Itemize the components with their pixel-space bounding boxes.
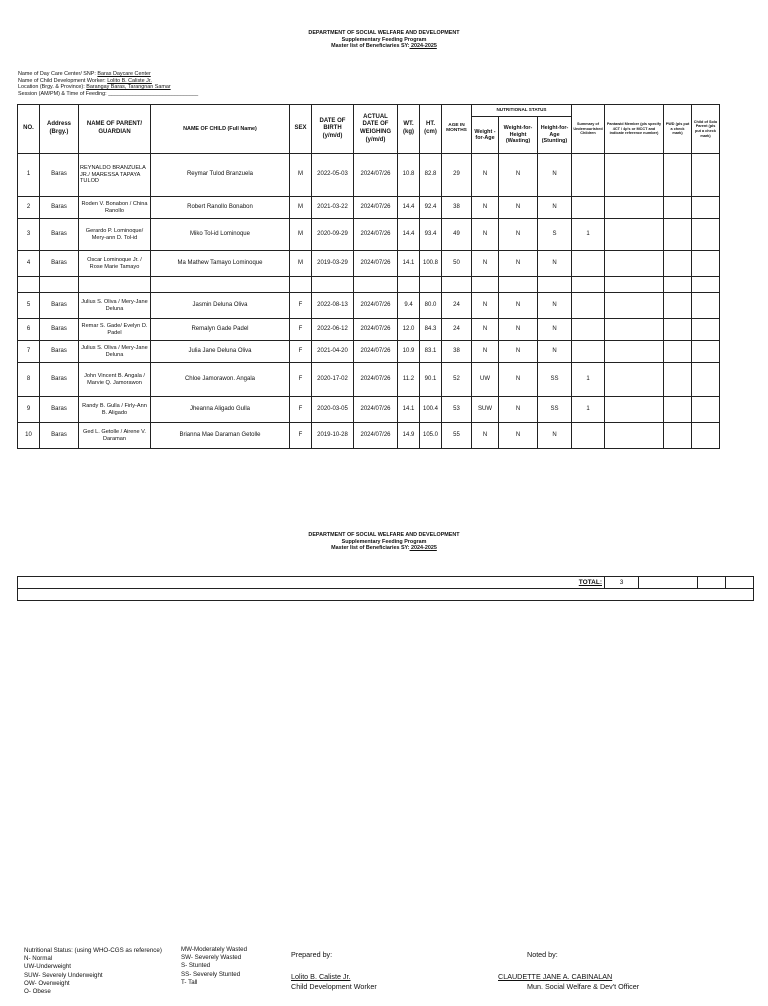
legend-item: MW-Moderately Wasted xyxy=(181,946,248,953)
col-wfh: Weight-for-Height (Wasting) xyxy=(499,117,538,154)
cell-ht: 93.4 xyxy=(420,219,442,251)
table-row xyxy=(18,363,720,397)
cell-blank xyxy=(605,277,664,293)
cell-no: 10 xyxy=(18,423,40,449)
legend-item: UW-Underweight xyxy=(24,963,71,971)
prepared-by-title: Child Development Worker xyxy=(291,982,377,991)
col-child: NAME OF CHILD (Full Name) xyxy=(151,105,290,154)
col-no: NO. xyxy=(18,105,40,154)
cell-age: 52 xyxy=(442,363,472,397)
cell-blank xyxy=(605,319,664,341)
worker-row: Name of Child Development Worker: Lolito B. Caliste Jr. xyxy=(18,77,152,84)
cell-weighing: 2024/07/26 xyxy=(354,219,398,251)
legend-item: SS- Severely Stunted xyxy=(181,970,241,978)
table-row xyxy=(18,219,720,251)
totals-table xyxy=(17,576,754,601)
cell-parent xyxy=(79,277,151,293)
nutritional-status-legend xyxy=(24,947,162,996)
cell-child: Robert Ranollo Bonabon xyxy=(151,197,290,219)
cell-wfa: N xyxy=(472,219,499,251)
noted-by-label: Noted by: xyxy=(527,950,558,959)
table-row xyxy=(18,319,720,341)
cell-child: Chloe Jamorawon. Angala xyxy=(151,363,290,397)
cell-dob: 2020-09-29 xyxy=(312,219,354,251)
cell-ht: 80.0 xyxy=(420,293,442,319)
cell-dob: 2021-03-22 xyxy=(312,197,354,219)
cell-blank xyxy=(605,219,664,251)
legend-item: N- Normal xyxy=(24,955,53,963)
cell-wfa: N xyxy=(472,341,499,363)
cell-summary xyxy=(572,277,605,293)
cell-hfa: N xyxy=(538,197,572,219)
agency-name-2: DEPARTMENT OF SOCIAL WELFARE AND DEVELOPMENT xyxy=(308,532,460,538)
masterlist-title-2: Master list of Beneficiaries SY: 2024-2025 xyxy=(331,545,437,552)
table-row xyxy=(18,251,720,277)
cell-no: 5 xyxy=(18,293,40,319)
cell-sex xyxy=(290,277,312,293)
cell-dob: 2022-06-12 xyxy=(312,319,354,341)
center-row: Name of Day Care Center/ SNP: Baras Daycare Center xyxy=(18,71,151,77)
cell-blank xyxy=(664,154,692,197)
cell-blank xyxy=(692,219,720,251)
cell-age: 24 xyxy=(442,319,472,341)
cell-dob xyxy=(312,277,354,293)
col-weighing: ACTUAL DATE OF WEIGHING (y/m/d) xyxy=(354,105,398,154)
cell-weighing: 2024/07/26 xyxy=(354,154,398,197)
cell-child: Ma Mathew Tamayo Lominoque xyxy=(151,251,290,277)
cell-weighing: 2024/07/26 xyxy=(354,363,398,397)
location-row: Location (Brgy. & Province): Barangay Baras, Tarangnan Samar xyxy=(18,84,171,91)
cell-weighing: 2024/07/26 xyxy=(354,319,398,341)
col-fourps: Pantawid Member (pls specify 4CT / 4p's or MCCT and indicate reference number) xyxy=(605,105,664,154)
col-age: AGE IN MONTHS xyxy=(442,105,472,154)
cell-sex: M xyxy=(290,197,312,219)
legend-item: SW- Severely Wasted xyxy=(181,954,242,962)
cell-blank xyxy=(692,154,720,197)
table-row xyxy=(18,197,720,219)
cell-parent: Gerardo P. Lominoque/ Mery-ann D. Tol-id xyxy=(79,219,151,251)
cell-wt: 14.9 xyxy=(398,423,420,449)
cell-no: 2 xyxy=(18,197,40,219)
cell-wfh: N xyxy=(499,197,538,219)
cell-summary xyxy=(572,251,605,277)
cell-weighing: 2024/07/26 xyxy=(354,341,398,363)
total-empty-row xyxy=(18,589,754,601)
cell-weighing: 2024/07/26 xyxy=(354,423,398,449)
cell-blank xyxy=(692,197,720,219)
cell-blank xyxy=(664,341,692,363)
cell-wt: 12.0 xyxy=(398,319,420,341)
cell-sex: F xyxy=(290,423,312,449)
cell-hfa: N xyxy=(538,423,572,449)
cell-dob: 2019-03-29 xyxy=(312,251,354,277)
cell-wt: 14.1 xyxy=(398,251,420,277)
cell-child: Jasmin Deluna Oliva xyxy=(151,293,290,319)
cell-blank xyxy=(664,277,692,293)
cell-ht: 100.8 xyxy=(420,251,442,277)
worker-value: Lolito B. Caliste Jr. xyxy=(107,77,152,84)
cell-wfh: N xyxy=(499,251,538,277)
cell-blank xyxy=(664,397,692,423)
cell-address: Baras xyxy=(40,363,79,397)
cell-blank xyxy=(692,277,720,293)
cell-wt: 10.8 xyxy=(398,154,420,197)
cell-age: 50 xyxy=(442,251,472,277)
cell-blank xyxy=(605,251,664,277)
cell-no: 8 xyxy=(18,363,40,397)
cell-dob: 2020-03-05 xyxy=(312,397,354,423)
col-hfa: Height-for-Age (Stunting) xyxy=(538,117,572,154)
masterlist-title: Master list of Beneficiaries SY: 2024-2025 xyxy=(331,43,437,50)
cell-hfa: SS xyxy=(538,397,572,423)
cell-sex: F xyxy=(290,293,312,319)
cell-wfh: N xyxy=(499,319,538,341)
cell-weighing: 2024/07/26 xyxy=(354,397,398,423)
cell-no xyxy=(18,277,40,293)
total-empty-cell xyxy=(698,577,726,589)
table-row xyxy=(18,293,720,319)
col-parent: NAME OF PARENT/ GUARDIAN xyxy=(79,105,151,154)
col-sex: SEX xyxy=(290,105,312,154)
col-solo-parent: Child of Solo Parent (pls put a check mark) xyxy=(692,105,720,154)
cell-summary xyxy=(572,293,605,319)
agency-name: DEPARTMENT OF SOCIAL WELFARE AND DEVELOPMENT xyxy=(308,30,460,36)
cell-wfh xyxy=(499,277,538,293)
cell-address: Baras xyxy=(40,219,79,251)
cell-wt: 11.2 xyxy=(398,363,420,397)
table-row xyxy=(18,397,720,423)
col-dob: DATE OF BIRTH (y/m/d) xyxy=(312,105,354,154)
cell-wfh: N xyxy=(499,423,538,449)
beneficiaries-table xyxy=(17,104,720,449)
cell-age: 29 xyxy=(442,154,472,197)
cell-summary xyxy=(572,154,605,197)
cell-parent: Julius S. Oliva / Mery-Jane Deluna xyxy=(79,341,151,363)
center-value: Baras Daycare Center xyxy=(97,71,151,77)
cell-parent: Remar S. Gade/ Evelyn D. Padel xyxy=(79,319,151,341)
total-label: TOTAL: xyxy=(18,577,605,589)
cell-ht: 84.3 xyxy=(420,319,442,341)
cell-no: 9 xyxy=(18,397,40,423)
cell-dob: 2020-17-02 xyxy=(312,363,354,397)
document-header xyxy=(0,30,768,50)
cell-age: 53 xyxy=(442,397,472,423)
cell-child: Reymar Tulod Branzuela xyxy=(151,154,290,197)
cell-parent: Oscar Lominoque Jr. / Rose Marie Tamayo xyxy=(79,251,151,277)
cell-child: Remalyn Gade Padel xyxy=(151,319,290,341)
cell-wt xyxy=(398,277,420,293)
cell-child: Jheanna Aligado Gulla xyxy=(151,397,290,423)
cell-hfa: SS xyxy=(538,363,572,397)
cell-blank xyxy=(664,251,692,277)
cell-parent: Julius S. Oliva / Mery-Jane Deluna xyxy=(79,293,151,319)
cell-age: 49 xyxy=(442,219,472,251)
cell-child: Julia Jane Deluna Oliva xyxy=(151,341,290,363)
cell-hfa: N xyxy=(538,319,572,341)
col-wt: WT. (kg) xyxy=(398,105,420,154)
legend-item: SUW- Severely Underweight xyxy=(24,971,103,979)
legend-item: O- Obese xyxy=(24,988,51,996)
cell-parent: Randy B. Gulla / Firly-Ann B. Aligado xyxy=(79,397,151,423)
cell-address: Baras xyxy=(40,154,79,197)
cell-age: 38 xyxy=(442,197,472,219)
cell-parent: Ged L. Getolle / Airene V. Daraman xyxy=(79,423,151,449)
cell-wt: 14.4 xyxy=(398,219,420,251)
cell-wfa: N xyxy=(472,251,499,277)
cell-blank xyxy=(664,319,692,341)
cell-hfa xyxy=(538,277,572,293)
cell-blank xyxy=(692,251,720,277)
cell-blank xyxy=(664,363,692,397)
cell-ht: 83.1 xyxy=(420,341,442,363)
cell-wfa: SUW xyxy=(472,397,499,423)
cell-no: 1 xyxy=(18,154,40,197)
cell-no: 7 xyxy=(18,341,40,363)
cell-address: Baras xyxy=(40,197,79,219)
total-empty-cell xyxy=(726,577,754,589)
cell-dob: 2019-10-28 xyxy=(312,423,354,449)
cell-age: 38 xyxy=(442,341,472,363)
prepared-by-name: Lolito B. Caliste Jr. xyxy=(291,972,351,981)
cell-wt: 14.1 xyxy=(398,397,420,423)
cell-wfh: N xyxy=(499,397,538,423)
cell-sex: F xyxy=(290,319,312,341)
table-row xyxy=(18,277,720,293)
cell-sex: M xyxy=(290,219,312,251)
table-row xyxy=(18,423,720,449)
cell-wt: 14.4 xyxy=(398,197,420,219)
cell-address: Baras xyxy=(40,319,79,341)
cell-hfa: N xyxy=(538,154,572,197)
cell-summary xyxy=(572,423,605,449)
cell-wfh: N xyxy=(499,293,538,319)
cell-age: 24 xyxy=(442,293,472,319)
cell-blank xyxy=(605,341,664,363)
cell-wfh: N xyxy=(499,154,538,197)
cell-sex: F xyxy=(290,341,312,363)
cell-ht: 105.0 xyxy=(420,423,442,449)
cell-address: Baras xyxy=(40,341,79,363)
col-address: Address (Brgy.) xyxy=(40,105,79,154)
cell-wfh: N xyxy=(499,219,538,251)
cell-weighing: 2024/07/26 xyxy=(354,251,398,277)
cell-blank xyxy=(664,219,692,251)
col-ht: HT. (cm) xyxy=(420,105,442,154)
session-row: Session (AM/PM) & Time of Feeding: ______________________________ xyxy=(18,90,199,97)
cell-ht: 92.4 xyxy=(420,197,442,219)
cell-wt: 10.9 xyxy=(398,341,420,363)
school-year: 2024-2025 xyxy=(409,43,437,50)
cell-sex: F xyxy=(290,363,312,397)
cell-summary xyxy=(572,341,605,363)
cell-blank xyxy=(605,397,664,423)
cell-parent: REYNALDO BRANZUELA JR./ MARESSA TAPAYA TULOD xyxy=(79,154,151,197)
cell-dob: 2021-04-20 xyxy=(312,341,354,363)
cell-blank xyxy=(664,423,692,449)
center-info xyxy=(18,71,198,97)
cell-summary: 1 xyxy=(572,219,605,251)
cell-sex: F xyxy=(290,397,312,423)
cell-blank xyxy=(605,363,664,397)
col-wfa: Weight -for-Age xyxy=(472,117,499,154)
cell-address: Baras xyxy=(40,397,79,423)
total-empty-cell xyxy=(639,577,698,589)
cell-blank xyxy=(605,197,664,219)
cell-wt: 9.4 xyxy=(398,293,420,319)
cell-ht xyxy=(420,277,442,293)
cell-wfa: UW xyxy=(472,363,499,397)
cell-wfa: N xyxy=(472,154,499,197)
prepared-by-label: Prepared by: xyxy=(291,950,333,959)
cell-summary: 1 xyxy=(572,363,605,397)
cell-blank xyxy=(664,293,692,319)
legend-title: Nutritional Status: (using WHO-CGS as reference) xyxy=(24,947,162,954)
second-header xyxy=(0,532,768,552)
session-value: ______________________________ xyxy=(108,90,199,97)
cell-address: Baras xyxy=(40,293,79,319)
cell-blank xyxy=(692,363,720,397)
col-pwd: PWD (pls put a check mark) xyxy=(664,105,692,154)
cell-wfh: N xyxy=(499,341,538,363)
cell-address: Baras xyxy=(40,423,79,449)
location-value: Barangay Baras, Tarangnan Samar xyxy=(86,84,171,91)
cell-child: Miko Tol-id Lominoque xyxy=(151,219,290,251)
cell-no: 6 xyxy=(18,319,40,341)
cell-dob: 2022-08-13 xyxy=(312,293,354,319)
wasting-legend xyxy=(181,946,247,987)
table-body xyxy=(18,154,720,449)
cell-blank xyxy=(692,319,720,341)
cell-weighing xyxy=(354,277,398,293)
legend-item: OW- Overweight xyxy=(24,979,70,987)
col-summary: Summary of Undernourished Children xyxy=(572,105,605,154)
noted-by-name: CLAUDETTE JANE A. CABINALAN xyxy=(498,972,613,981)
cell-no: 3 xyxy=(18,219,40,251)
cell-sex: M xyxy=(290,251,312,277)
cell-hfa: N xyxy=(538,341,572,363)
cell-summary xyxy=(572,197,605,219)
cell-wfh: N xyxy=(499,363,538,397)
cell-ht: 100.4 xyxy=(420,397,442,423)
cell-parent: John Vincent B. Angala / Marvie Q. Jamorawon xyxy=(79,363,151,397)
cell-blank xyxy=(692,341,720,363)
cell-hfa: N xyxy=(538,293,572,319)
cell-age xyxy=(442,277,472,293)
program-name-2: Supplementary Feeding Program xyxy=(341,538,427,545)
cell-blank xyxy=(692,293,720,319)
cell-blank xyxy=(605,154,664,197)
col-nutritional-status: NUTRITIONAL STATUS xyxy=(472,105,572,117)
cell-blank xyxy=(692,397,720,423)
cell-sex: M xyxy=(290,154,312,197)
cell-blank xyxy=(605,423,664,449)
cell-address xyxy=(40,277,79,293)
cell-wfa: N xyxy=(472,423,499,449)
total-value: 3 xyxy=(605,577,639,589)
cell-dob: 2022-05-03 xyxy=(312,154,354,197)
cell-weighing: 2024/07/26 xyxy=(354,197,398,219)
cell-address: Baras xyxy=(40,251,79,277)
cell-summary xyxy=(572,319,605,341)
cell-summary: 1 xyxy=(572,397,605,423)
cell-age: 55 xyxy=(442,423,472,449)
cell-child xyxy=(151,277,290,293)
cell-parent: Roden V. Bonabon / China Ranollo xyxy=(79,197,151,219)
cell-blank xyxy=(664,197,692,219)
cell-ht: 82.8 xyxy=(420,154,442,197)
legend-item: S- Stunted xyxy=(181,962,211,970)
cell-blank xyxy=(605,293,664,319)
table-row xyxy=(18,154,720,197)
cell-wfa: N xyxy=(472,197,499,219)
cell-child: Brianna Mae Daraman Getolle xyxy=(151,423,290,449)
cell-ht: 90.1 xyxy=(420,363,442,397)
cell-wfa xyxy=(472,277,499,293)
cell-hfa: N xyxy=(538,251,572,277)
legend-item: T- Tall xyxy=(181,978,198,986)
program-name: Supplementary Feeding Program xyxy=(341,36,427,43)
cell-blank xyxy=(692,423,720,449)
cell-hfa: S xyxy=(538,219,572,251)
cell-wfa: N xyxy=(472,293,499,319)
cell-wfa: N xyxy=(472,319,499,341)
cell-no: 4 xyxy=(18,251,40,277)
noted-by-title: Mun. Social Welfare & Dev't Officer xyxy=(527,982,640,991)
table-row xyxy=(18,341,720,363)
cell-weighing: 2024/07/26 xyxy=(354,293,398,319)
